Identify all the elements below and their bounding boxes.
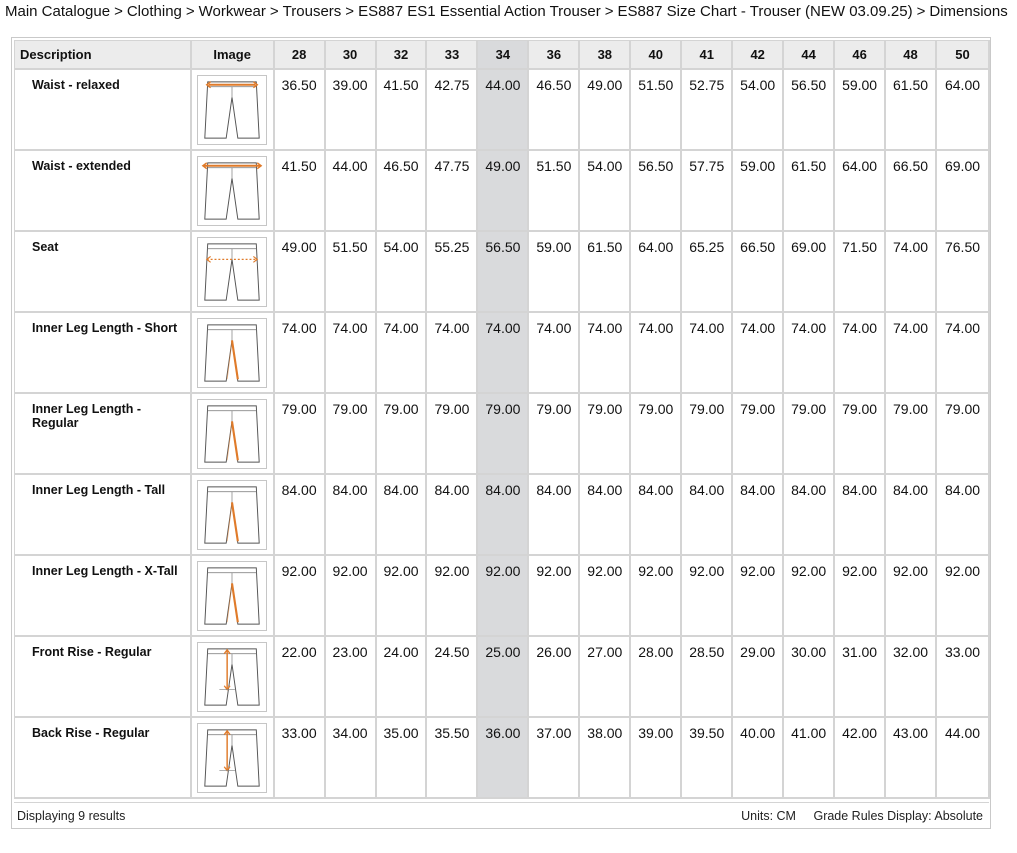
size-value-cell: 42.00 [835,718,886,799]
size-value-cell: 49.00 [275,232,326,313]
trouser-seat-icon[interactable] [197,237,267,307]
size-value-cell: 26.00 [529,637,580,718]
size-value-cell: 79.00 [682,394,733,475]
size-value-cell: 84.00 [326,475,377,556]
trouser-inner-leg-icon[interactable] [197,399,267,469]
size-value-cell: 51.50 [326,232,377,313]
size-value-cell: 84.00 [529,475,580,556]
size-value-cell: 64.00 [631,232,682,313]
breadcrumb-separator: > [916,3,926,20]
size-value-cell: 92.00 [682,556,733,637]
size-value-cell: 49.00 [478,151,529,232]
breadcrumb-item[interactable]: Main Catalogue [5,3,111,20]
size-value-cell: 84.00 [580,475,631,556]
size-value-cell: 29.00 [733,637,784,718]
size-value-cell: 47.75 [427,151,478,232]
column-header-size[interactable]: 28 [275,40,326,70]
size-value-cell: 64.00 [937,70,990,151]
row-description: Inner Leg Length - X-Tall [14,556,192,637]
column-header-size[interactable]: 50 [937,40,990,70]
size-value-cell: 84.00 [377,475,428,556]
breadcrumb-item[interactable]: ES887 Size Chart - Trouser (NEW 03.09.25) [617,3,913,20]
row-image-cell [192,556,275,637]
size-value-cell: 30.00 [784,637,835,718]
size-value-cell: 74.00 [427,313,478,394]
size-value-cell: 66.50 [886,151,937,232]
column-header-size[interactable]: 30 [326,40,377,70]
size-value-cell: 36.00 [478,718,529,799]
column-header-image[interactable]: Image [192,40,275,70]
size-value-cell: 79.00 [733,394,784,475]
size-value-cell: 84.00 [937,475,990,556]
row-description: Back Rise - Regular [14,718,192,799]
size-value-cell: 74.00 [377,313,428,394]
size-value-cell: 92.00 [377,556,428,637]
size-value-cell: 79.00 [784,394,835,475]
size-value-cell: 55.25 [427,232,478,313]
trouser-inner-leg-icon[interactable] [197,318,267,388]
breadcrumb [5,3,1008,20]
size-value-cell: 44.00 [478,70,529,151]
column-header-size[interactable]: 46 [835,40,886,70]
size-value-cell: 84.00 [682,475,733,556]
size-value-cell: 42.75 [427,70,478,151]
size-value-cell: 44.00 [326,151,377,232]
header-row [14,40,990,70]
size-value-cell: 33.00 [937,637,990,718]
size-value-cell: 36.50 [275,70,326,151]
size-value-cell: 79.00 [377,394,428,475]
size-value-cell: 74.00 [733,313,784,394]
size-value-cell: 92.00 [886,556,937,637]
size-value-cell: 92.00 [631,556,682,637]
results-count: Displaying 9 results [17,809,126,823]
row-description: Inner Leg Length - Regular [14,394,192,475]
size-value-cell: 54.00 [377,232,428,313]
size-value-cell: 92.00 [427,556,478,637]
size-value-cell: 79.00 [631,394,682,475]
size-value-cell: 38.00 [580,718,631,799]
trouser-back-rise-icon[interactable] [197,723,267,793]
breadcrumb-item[interactable]: Workwear [198,3,266,20]
size-value-cell: 37.00 [529,718,580,799]
column-header-size[interactable]: 32 [377,40,428,70]
column-header-size[interactable]: 44 [784,40,835,70]
size-value-cell: 84.00 [835,475,886,556]
size-value-cell: 49.00 [580,70,631,151]
size-value-cell: 66.50 [733,232,784,313]
size-value-cell: 79.00 [478,394,529,475]
size-value-cell: 59.00 [835,70,886,151]
row-image-cell [192,70,275,151]
size-value-cell: 52.75 [682,70,733,151]
table-row [14,718,990,799]
size-value-cell: 61.50 [784,151,835,232]
breadcrumb-separator: > [269,3,279,20]
size-value-cell: 76.50 [937,232,990,313]
size-value-cell: 43.00 [886,718,937,799]
size-value-cell: 79.00 [937,394,990,475]
size-value-cell: 65.25 [682,232,733,313]
table-row [14,556,990,637]
size-value-cell: 69.00 [937,151,990,232]
size-value-cell: 92.00 [937,556,990,637]
grade-rules-label: Grade Rules Display: Absolute [813,809,983,823]
size-value-cell: 92.00 [529,556,580,637]
column-header-size[interactable]: 34 [478,40,529,70]
column-header-size[interactable]: 41 [682,40,733,70]
size-value-cell: 84.00 [733,475,784,556]
column-header-size[interactable]: 42 [733,40,784,70]
row-image-cell [192,475,275,556]
size-value-cell: 39.00 [326,70,377,151]
table-row [14,637,990,718]
row-image-cell [192,637,275,718]
size-value-cell: 92.00 [580,556,631,637]
size-value-cell: 74.00 [937,313,990,394]
size-value-cell: 84.00 [478,475,529,556]
trouser-waist-extended-icon[interactable] [197,156,267,226]
size-value-cell: 74.00 [682,313,733,394]
size-value-cell: 41.00 [784,718,835,799]
size-value-cell: 51.50 [529,151,580,232]
size-value-cell: 74.00 [275,313,326,394]
size-value-cell: 34.00 [326,718,377,799]
size-value-cell: 24.50 [427,637,478,718]
breadcrumb-item[interactable]: Dimensions [929,3,1008,20]
size-chart-table [14,40,990,799]
size-value-cell: 39.00 [631,718,682,799]
column-header-size[interactable]: 36 [529,40,580,70]
trouser-waist-relaxed-icon[interactable] [197,75,267,145]
size-value-cell: 35.50 [427,718,478,799]
size-value-cell: 33.00 [275,718,326,799]
trouser-inner-leg-icon[interactable] [197,480,267,550]
row-image-cell [192,313,275,394]
breadcrumb-item[interactable]: Clothing [126,3,182,20]
row-description: Seat [14,232,192,313]
size-value-cell: 57.75 [682,151,733,232]
row-description: Inner Leg Length - Short [14,313,192,394]
row-description: Waist - relaxed [14,70,192,151]
size-value-cell: 74.00 [478,313,529,394]
column-header-size[interactable]: 38 [580,40,631,70]
size-value-cell: 46.50 [529,70,580,151]
size-value-cell: 74.00 [886,313,937,394]
column-header-size[interactable]: 48 [886,40,937,70]
size-value-cell: 79.00 [580,394,631,475]
size-value-cell: 84.00 [886,475,937,556]
size-value-cell: 39.50 [682,718,733,799]
table-row [14,394,990,475]
size-value-cell: 74.00 [529,313,580,394]
size-value-cell: 22.00 [275,637,326,718]
size-value-cell: 71.50 [835,232,886,313]
size-value-cell: 84.00 [631,475,682,556]
size-value-cell: 69.00 [784,232,835,313]
size-value-cell: 74.00 [835,313,886,394]
size-value-cell: 27.00 [580,637,631,718]
breadcrumb-separator: > [604,3,614,20]
size-value-cell: 79.00 [427,394,478,475]
size-value-cell: 31.00 [835,637,886,718]
size-value-cell: 41.50 [275,151,326,232]
row-image-cell [192,394,275,475]
size-value-cell: 74.00 [784,313,835,394]
size-value-cell: 84.00 [427,475,478,556]
table-row [14,475,990,556]
breadcrumb-item[interactable]: ES887 ES1 Essential Action Trouser [358,3,601,20]
size-value-cell: 61.50 [580,232,631,313]
size-value-cell: 24.00 [377,637,428,718]
size-value-cell: 79.00 [326,394,377,475]
size-value-cell: 74.00 [631,313,682,394]
size-value-cell: 84.00 [784,475,835,556]
size-value-cell: 74.00 [886,232,937,313]
size-value-cell: 92.00 [784,556,835,637]
column-header-description[interactable]: Description [14,40,192,70]
size-value-cell: 64.00 [835,151,886,232]
size-value-cell: 56.50 [784,70,835,151]
size-value-cell: 59.00 [529,232,580,313]
size-value-cell: 28.50 [682,637,733,718]
size-value-cell: 46.50 [377,151,428,232]
table-footer [14,802,989,828]
size-value-cell: 92.00 [733,556,784,637]
size-value-cell: 28.00 [631,637,682,718]
row-description: Waist - extended [14,151,192,232]
size-value-cell: 74.00 [326,313,377,394]
size-value-cell: 79.00 [275,394,326,475]
size-value-cell: 92.00 [326,556,377,637]
breadcrumb-item[interactable]: Trousers [282,3,342,20]
table-row [14,313,990,394]
trouser-inner-leg-icon[interactable] [197,561,267,631]
breadcrumb-separator: > [345,3,355,20]
breadcrumb-separator: > [114,3,123,20]
size-value-cell: 74.00 [580,313,631,394]
row-description: Front Rise - Regular [14,637,192,718]
size-value-cell: 56.50 [478,232,529,313]
breadcrumb-separator: > [185,3,195,20]
table-row [14,151,990,232]
row-image-cell [192,718,275,799]
size-value-cell: 92.00 [275,556,326,637]
size-value-cell: 35.00 [377,718,428,799]
trouser-front-rise-icon[interactable] [197,642,267,712]
size-value-cell: 44.00 [937,718,990,799]
size-chart-panel [11,37,991,829]
row-image-cell [192,232,275,313]
size-value-cell: 54.00 [580,151,631,232]
size-value-cell: 40.00 [733,718,784,799]
size-value-cell: 25.00 [478,637,529,718]
size-value-cell: 51.50 [631,70,682,151]
row-image-cell [192,151,275,232]
row-description: Inner Leg Length - Tall [14,475,192,556]
size-value-cell: 79.00 [835,394,886,475]
size-value-cell: 54.00 [733,70,784,151]
size-value-cell: 56.50 [631,151,682,232]
table-row [14,70,990,151]
size-value-cell: 84.00 [275,475,326,556]
size-value-cell: 79.00 [529,394,580,475]
table-row [14,232,990,313]
column-header-size[interactable]: 40 [631,40,682,70]
size-value-cell: 41.50 [377,70,428,151]
size-value-cell: 61.50 [886,70,937,151]
size-value-cell: 92.00 [478,556,529,637]
size-value-cell: 92.00 [835,556,886,637]
column-header-size[interactable]: 33 [427,40,478,70]
size-value-cell: 23.00 [326,637,377,718]
size-value-cell: 59.00 [733,151,784,232]
size-value-cell: 79.00 [886,394,937,475]
size-value-cell: 32.00 [886,637,937,718]
units-label: Units: CM [741,809,796,823]
